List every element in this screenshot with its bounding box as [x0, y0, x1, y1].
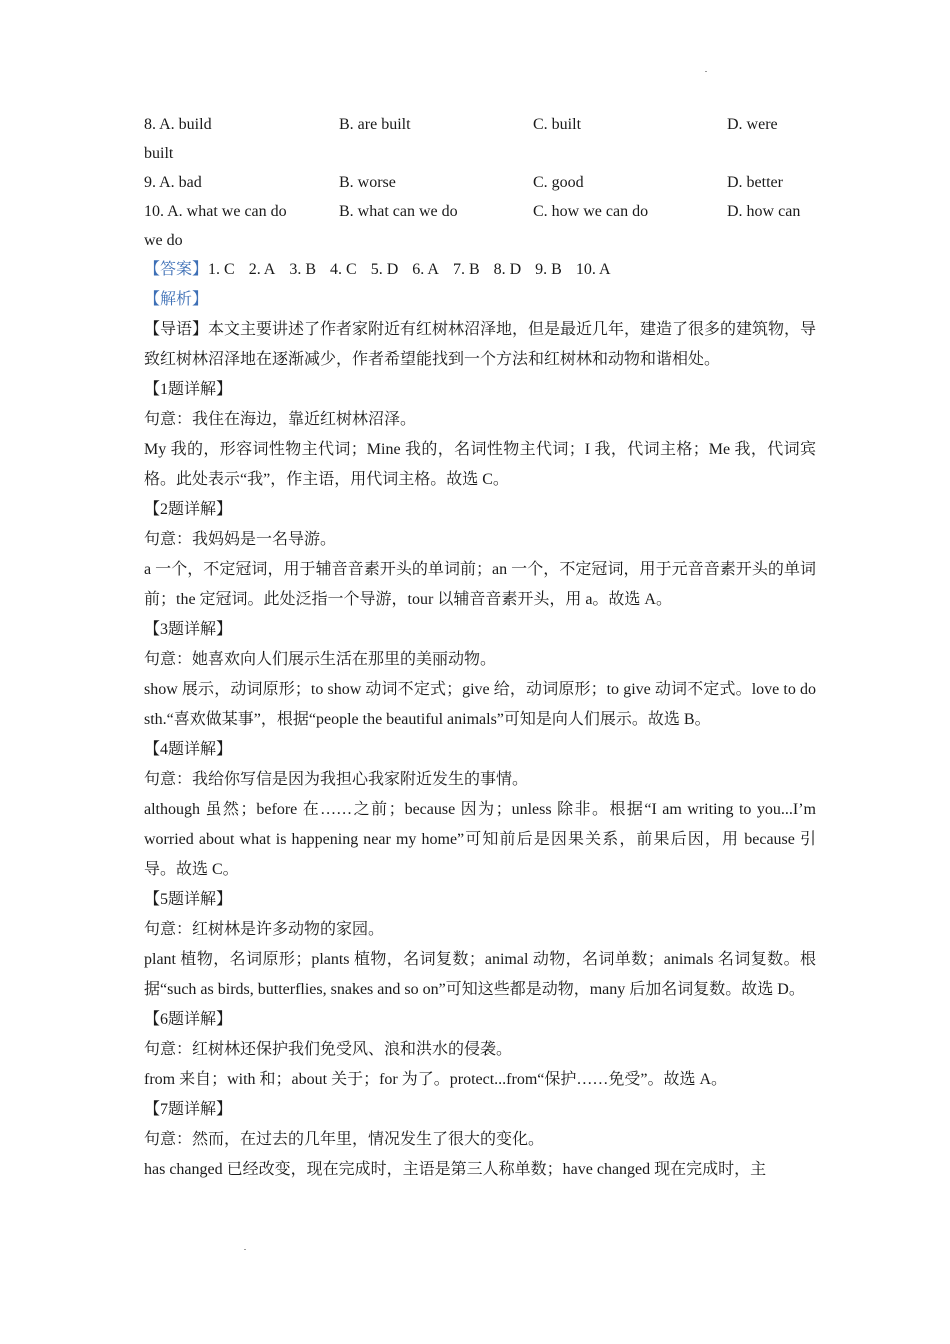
detail-explanation: show 展示，动词原形；to show 动词不定式；give 给，动词原形；to give 动词不定式。love to do sth.“喜欢做某事”，根据“people the beautiful animals”可知是向人们展示。故选 B。: [144, 681, 816, 728]
answer-item: 5. D: [370, 261, 399, 278]
detail-q6: [144, 1005, 816, 1095]
detail-q5: [144, 885, 816, 1005]
detail-q2: [144, 495, 816, 615]
answer-tag: 【答案】: [144, 261, 209, 278]
answer-item: 7. B: [452, 261, 480, 278]
answer-item: 3. B: [289, 261, 317, 278]
option-9-d: D. better: [727, 174, 783, 191]
detail-heading: 【7题详解】: [144, 1101, 233, 1118]
answer-item: 6. A: [412, 261, 439, 278]
detail-translation: 句意：她喜欢向人们展示生活在那里的美丽动物。: [144, 651, 497, 668]
detail-translation: 句意：红树林是许多动物的家园。: [144, 921, 385, 938]
question-details: [144, 375, 816, 1185]
option-8-b: B. are built: [339, 116, 411, 133]
detail-q7: [144, 1095, 816, 1185]
option-number: 8.: [144, 116, 156, 133]
detail-translation: 句意：我妈妈是一名导游。: [144, 531, 337, 548]
answer-item: 2. A: [248, 261, 276, 278]
answer-item: 1. C: [208, 261, 235, 278]
detail-translation: 句意：红树林还保护我们免受风、浪和洪水的侵袭。: [144, 1041, 513, 1058]
option-8-c: C. built: [533, 116, 582, 133]
detail-q3: [144, 615, 816, 735]
detail-q4: [144, 735, 816, 885]
option-10-c: C. how we can do: [533, 203, 649, 220]
option-number: 9.: [144, 174, 156, 191]
option-10-continuation: we do: [144, 232, 183, 249]
option-8-d: D. were: [727, 116, 778, 133]
option-row-9: [144, 168, 816, 197]
detail-explanation: from 来自；with 和；about 关于；for 为了。protect...from“保护……免受”。故选 A。: [144, 1071, 728, 1088]
detail-translation: 句意：我住在海边，靠近红树林沼泽。: [144, 411, 417, 428]
option-10-a: [144, 197, 287, 226]
detail-heading: 【4题详解】: [144, 741, 233, 758]
option-row-8: [144, 110, 816, 139]
detail-translation: 句意：然而，在过去的几年里，情况发生了很大的变化。: [144, 1131, 545, 1148]
answer-item: 9. B: [535, 261, 562, 278]
answer-line: [144, 255, 816, 285]
answer-item: 4. C: [330, 261, 357, 278]
option-10-d: D. how can: [727, 203, 801, 220]
detail-heading: 【2题详解】: [144, 501, 233, 518]
answer-item: 10. A: [575, 261, 611, 278]
answer-item: 8. D: [493, 261, 522, 278]
option-8-a: [144, 110, 212, 139]
detail-explanation: My 我的，形容词性物主代词；Mine 我的，名词性物主代词；I 我，代词主格；Me 我，代词宾格。此处表示“我”，作主语，用代词主格。故选 C。: [144, 441, 816, 488]
detail-q1: [144, 375, 816, 495]
detail-translation: 句意：我给你写信是因为我担心我家附近发生的事情。: [144, 771, 529, 788]
option-8-continuation: built: [144, 145, 174, 162]
option-10-b: B. what can we do: [339, 203, 458, 220]
analysis-tag: 【解析】: [144, 291, 209, 308]
analysis-tag-line: [144, 285, 816, 315]
option-number: 10.: [144, 203, 164, 220]
detail-explanation: a 一个，不定冠词，用于辅音音素开头的单词前；an 一个，不定冠词，用于元音音素开头的单词前；the 定冠词。此处泛指一个导游，tour 以辅音音素开头，用 a。故选 A。: [144, 561, 816, 608]
detail-heading: 【5题详解】: [144, 891, 233, 908]
option-text: A. bad: [159, 174, 202, 191]
analysis-intro: 【导语】本文主要讲述了作者家附近有红树林沼泽地，但是最近几年，建造了很多的建筑物，导致红树林沼泽地在逐渐减少，作者希望能找到一个方法和红树林和动物和谐相处。: [144, 321, 817, 368]
option-9-c: C. good: [533, 174, 584, 191]
answer-items: [208, 261, 625, 278]
option-9-b: B. worse: [339, 174, 396, 191]
detail-explanation: plant 植物，名词原形；plants 植物，名词复数；animal 动物，名词单数；animals 名词复数。根据“such as birds, butterflies, snakes and so on”可知这些都是动物，many 后加名词复数。故选 D。: [144, 951, 816, 998]
options-block: [144, 110, 816, 255]
option-text: A. what we can do: [167, 203, 287, 220]
option-text: A. build: [159, 116, 212, 133]
detail-explanation: although 虽然；before 在……之前；because 因为；unless 除非。根据“I am writing to you...I’m worried about what is happening near my home”可知前后是因果关系，前果后因，用 because 引导。故选 C。: [144, 801, 816, 878]
detail-heading: 【1题详解】: [144, 381, 233, 398]
option-row-10: [144, 197, 816, 226]
detail-heading: 【3题详解】: [144, 621, 233, 638]
bottom-corner-mark: [244, 1249, 246, 1250]
top-corner-mark: [705, 71, 707, 72]
document-page: [144, 110, 816, 1185]
option-9-a: [144, 168, 202, 197]
detail-explanation: has changed 已经改变，现在完成时，主语是第三人称单数；have changed 现在完成时，主: [144, 1161, 767, 1178]
detail-heading: 【6题详解】: [144, 1011, 233, 1028]
